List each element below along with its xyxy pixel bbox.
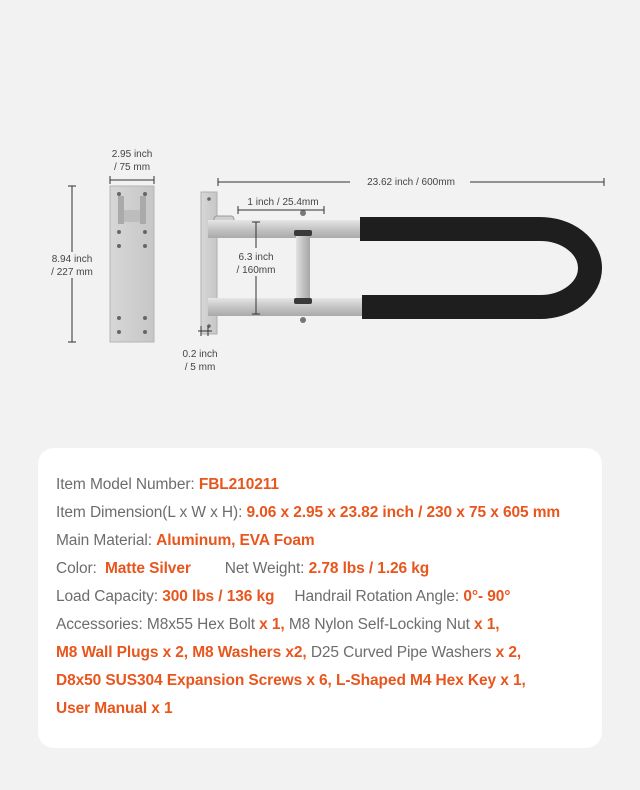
accessory-7-qty: x 1, bbox=[500, 672, 526, 689]
material-label: Main Material: bbox=[56, 532, 152, 549]
accessory-8-name: User Manual bbox=[56, 700, 148, 717]
specifications-card bbox=[38, 448, 602, 748]
plate-thickness-mm-label: / 5 mm bbox=[184, 362, 216, 373]
rotation-value: 0°- 90° bbox=[463, 588, 511, 605]
plate-width-dimension bbox=[110, 149, 154, 184]
accessories-label: Accessories: bbox=[56, 616, 143, 633]
accessory-1-name: M8x55 Hex Bolt bbox=[146, 616, 255, 633]
spec-accessories-row-3 bbox=[56, 672, 526, 690]
plate-thickness-label: 0.2 inch bbox=[182, 349, 218, 360]
rail-spacing-mm-label: / 160mm bbox=[236, 265, 276, 276]
plate-height-mm-label: / 227 mm bbox=[51, 267, 93, 278]
accessory-4-name: M8 Washers bbox=[192, 644, 282, 661]
spec-accessories-row-1 bbox=[56, 616, 500, 634]
spec-model-row bbox=[56, 476, 279, 494]
accessory-3-name: M8 Wall Plugs bbox=[56, 644, 159, 661]
spec-accessories-row-2 bbox=[56, 644, 521, 662]
plate-width-label: 2.95 inch bbox=[111, 149, 153, 160]
tube-diameter-label: 1 inch / 25.4mm bbox=[247, 197, 319, 208]
accessory-2-qty: x 1, bbox=[474, 616, 500, 633]
spec-color-weight-row bbox=[56, 560, 429, 578]
accessory-2-name: M8 Nylon Self-Locking Nut bbox=[288, 616, 470, 633]
total-length-dimension bbox=[218, 174, 604, 188]
plate-height-label: 8.94 inch bbox=[51, 254, 93, 265]
wall-plate-front-view bbox=[110, 186, 154, 342]
tube-diameter-dimension bbox=[238, 197, 324, 214]
total-length-label: 23.62 inch / 600mm bbox=[367, 177, 455, 188]
load-value: 300 lbs / 136 kg bbox=[162, 588, 275, 605]
spec-load-rotation-row bbox=[56, 588, 510, 606]
weight-label: Net Weight: bbox=[224, 560, 305, 577]
accessory-6-name: D8x50 SUS304 Expansion Screws bbox=[56, 672, 303, 689]
model-value: FBL210211 bbox=[198, 476, 279, 493]
rail-spacing-label: 6.3 inch bbox=[238, 252, 274, 263]
dimension-value: 9.06 x 2.95 x 23.82 inch / 230 x 75 x 605 mm bbox=[246, 504, 561, 521]
accessory-5-name: D25 Curved Pipe Washers bbox=[310, 644, 492, 661]
accessory-8-qty: x 1 bbox=[151, 700, 173, 717]
accessory-3-qty: x 2, bbox=[162, 644, 189, 661]
weight-value: 2.78 lbs / 1.26 kg bbox=[308, 560, 430, 577]
rotation-label: Handrail Rotation Angle: bbox=[294, 588, 460, 605]
plate-width-mm-label: / 75 mm bbox=[113, 162, 151, 173]
load-label: Load Capacity: bbox=[56, 588, 158, 605]
color-value: Matte Silver bbox=[104, 560, 191, 577]
model-label: Item Model Number: bbox=[56, 476, 195, 493]
spec-accessories-row-4 bbox=[56, 700, 173, 718]
accessory-6-qty: x 6, bbox=[306, 672, 332, 689]
spec-material-row bbox=[56, 532, 315, 550]
accessory-7-name: L-Shaped M4 Hex Key bbox=[336, 672, 497, 689]
accessory-5-qty: x 2, bbox=[495, 644, 522, 661]
material-value: Aluminum, EVA Foam bbox=[156, 532, 315, 549]
dimension-label: Item Dimension(L x W x H): bbox=[56, 504, 243, 521]
accessory-1-qty: x 1, bbox=[259, 616, 285, 633]
accessory-4-qty: x2, bbox=[285, 644, 307, 661]
spec-dimension-row bbox=[56, 504, 560, 522]
plate-height-dimension bbox=[44, 186, 100, 342]
color-label: Color: bbox=[56, 560, 97, 577]
